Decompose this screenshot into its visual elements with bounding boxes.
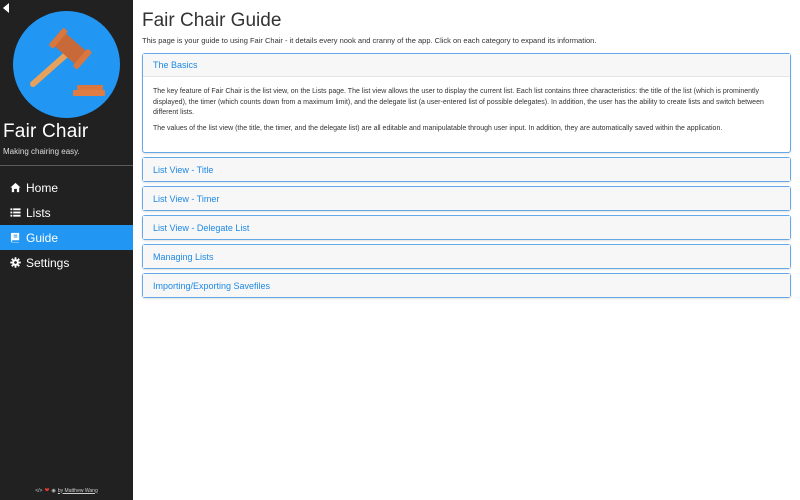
sidebar-footer [0,487,133,494]
list-icon [10,207,21,218]
heart-icon: ❤ [44,488,50,494]
sidebar-divider [0,165,133,166]
author-credit-link[interactable]: by Matthew Wang [57,487,98,494]
book-icon [10,232,21,243]
app-name: Fair Chair [3,121,89,142]
sidebar-item-label: Lists [26,205,51,220]
accordion-header-list-view-delegate-list[interactable]: List View - Delegate List [143,216,790,239]
sidebar-item-settings[interactable] [0,250,133,275]
code-icon: </> [35,487,43,494]
accordion-panel-the-basics [142,53,791,153]
accordion-panel-managing-lists [142,244,791,269]
accordion-header-list-view-title[interactable]: List View - Title [143,158,790,181]
accordion-header-the-basics[interactable]: The Basics [143,54,790,77]
sidebar-nav [0,175,133,275]
paragraph: The key feature of Fair Chair is the list view, on the Lists page. The list view allows the user to display the current list. Each list contains three characteristics: the title of the list (which is prominently displayed), the timer (which counts down from a maximum limit), and the delegate list (a user-entered list of possible delegates). In addition, the user has the ability to create lists and switch between different lists. [153,88,764,116]
gear-icon [10,257,21,268]
sidebar-item-label: Settings [26,255,70,270]
sidebar [0,0,133,500]
accordion-panel-list-view-title [142,157,791,182]
back-arrow-icon[interactable] [3,3,9,13]
gavel-logo-icon [13,11,120,118]
accordion-body-the-basics [143,77,790,152]
github-icon[interactable]: ◉ [51,487,56,494]
home-icon [10,182,21,193]
accordion-panel-list-view-timer [142,186,791,211]
sidebar-item-label: Home [26,180,59,195]
sidebar-item-label: Guide [26,230,59,245]
sidebar-item-home[interactable] [0,175,133,200]
page-intro: This page is your guide to using Fair Chair - it details every nook and cranny of the app. Click on each category to expand its information. [142,36,597,45]
app-tagline: Making chairing easy. [3,147,80,156]
main-content [133,0,800,500]
sidebar-item-guide[interactable] [0,225,133,250]
accordion-panel-list-view-delegate-list [142,215,791,240]
sidebar-item-lists[interactable] [0,200,133,225]
accordion-header-list-view-timer[interactable]: List View - Timer [143,187,790,210]
paragraph: The values of the list view (the title, the timer, and the delegate list) are all editable and manipulatable through user input. In addition, they are automatically saved within the application. [153,124,723,132]
page-title: Fair Chair Guide [142,10,282,31]
accordion-header-importing-exporting[interactable]: Importing/Exporting Savefiles [143,274,790,297]
guide-accordion [142,53,791,302]
accordion-panel-importing-exporting [142,273,791,298]
accordion-header-managing-lists[interactable]: Managing Lists [143,245,790,268]
